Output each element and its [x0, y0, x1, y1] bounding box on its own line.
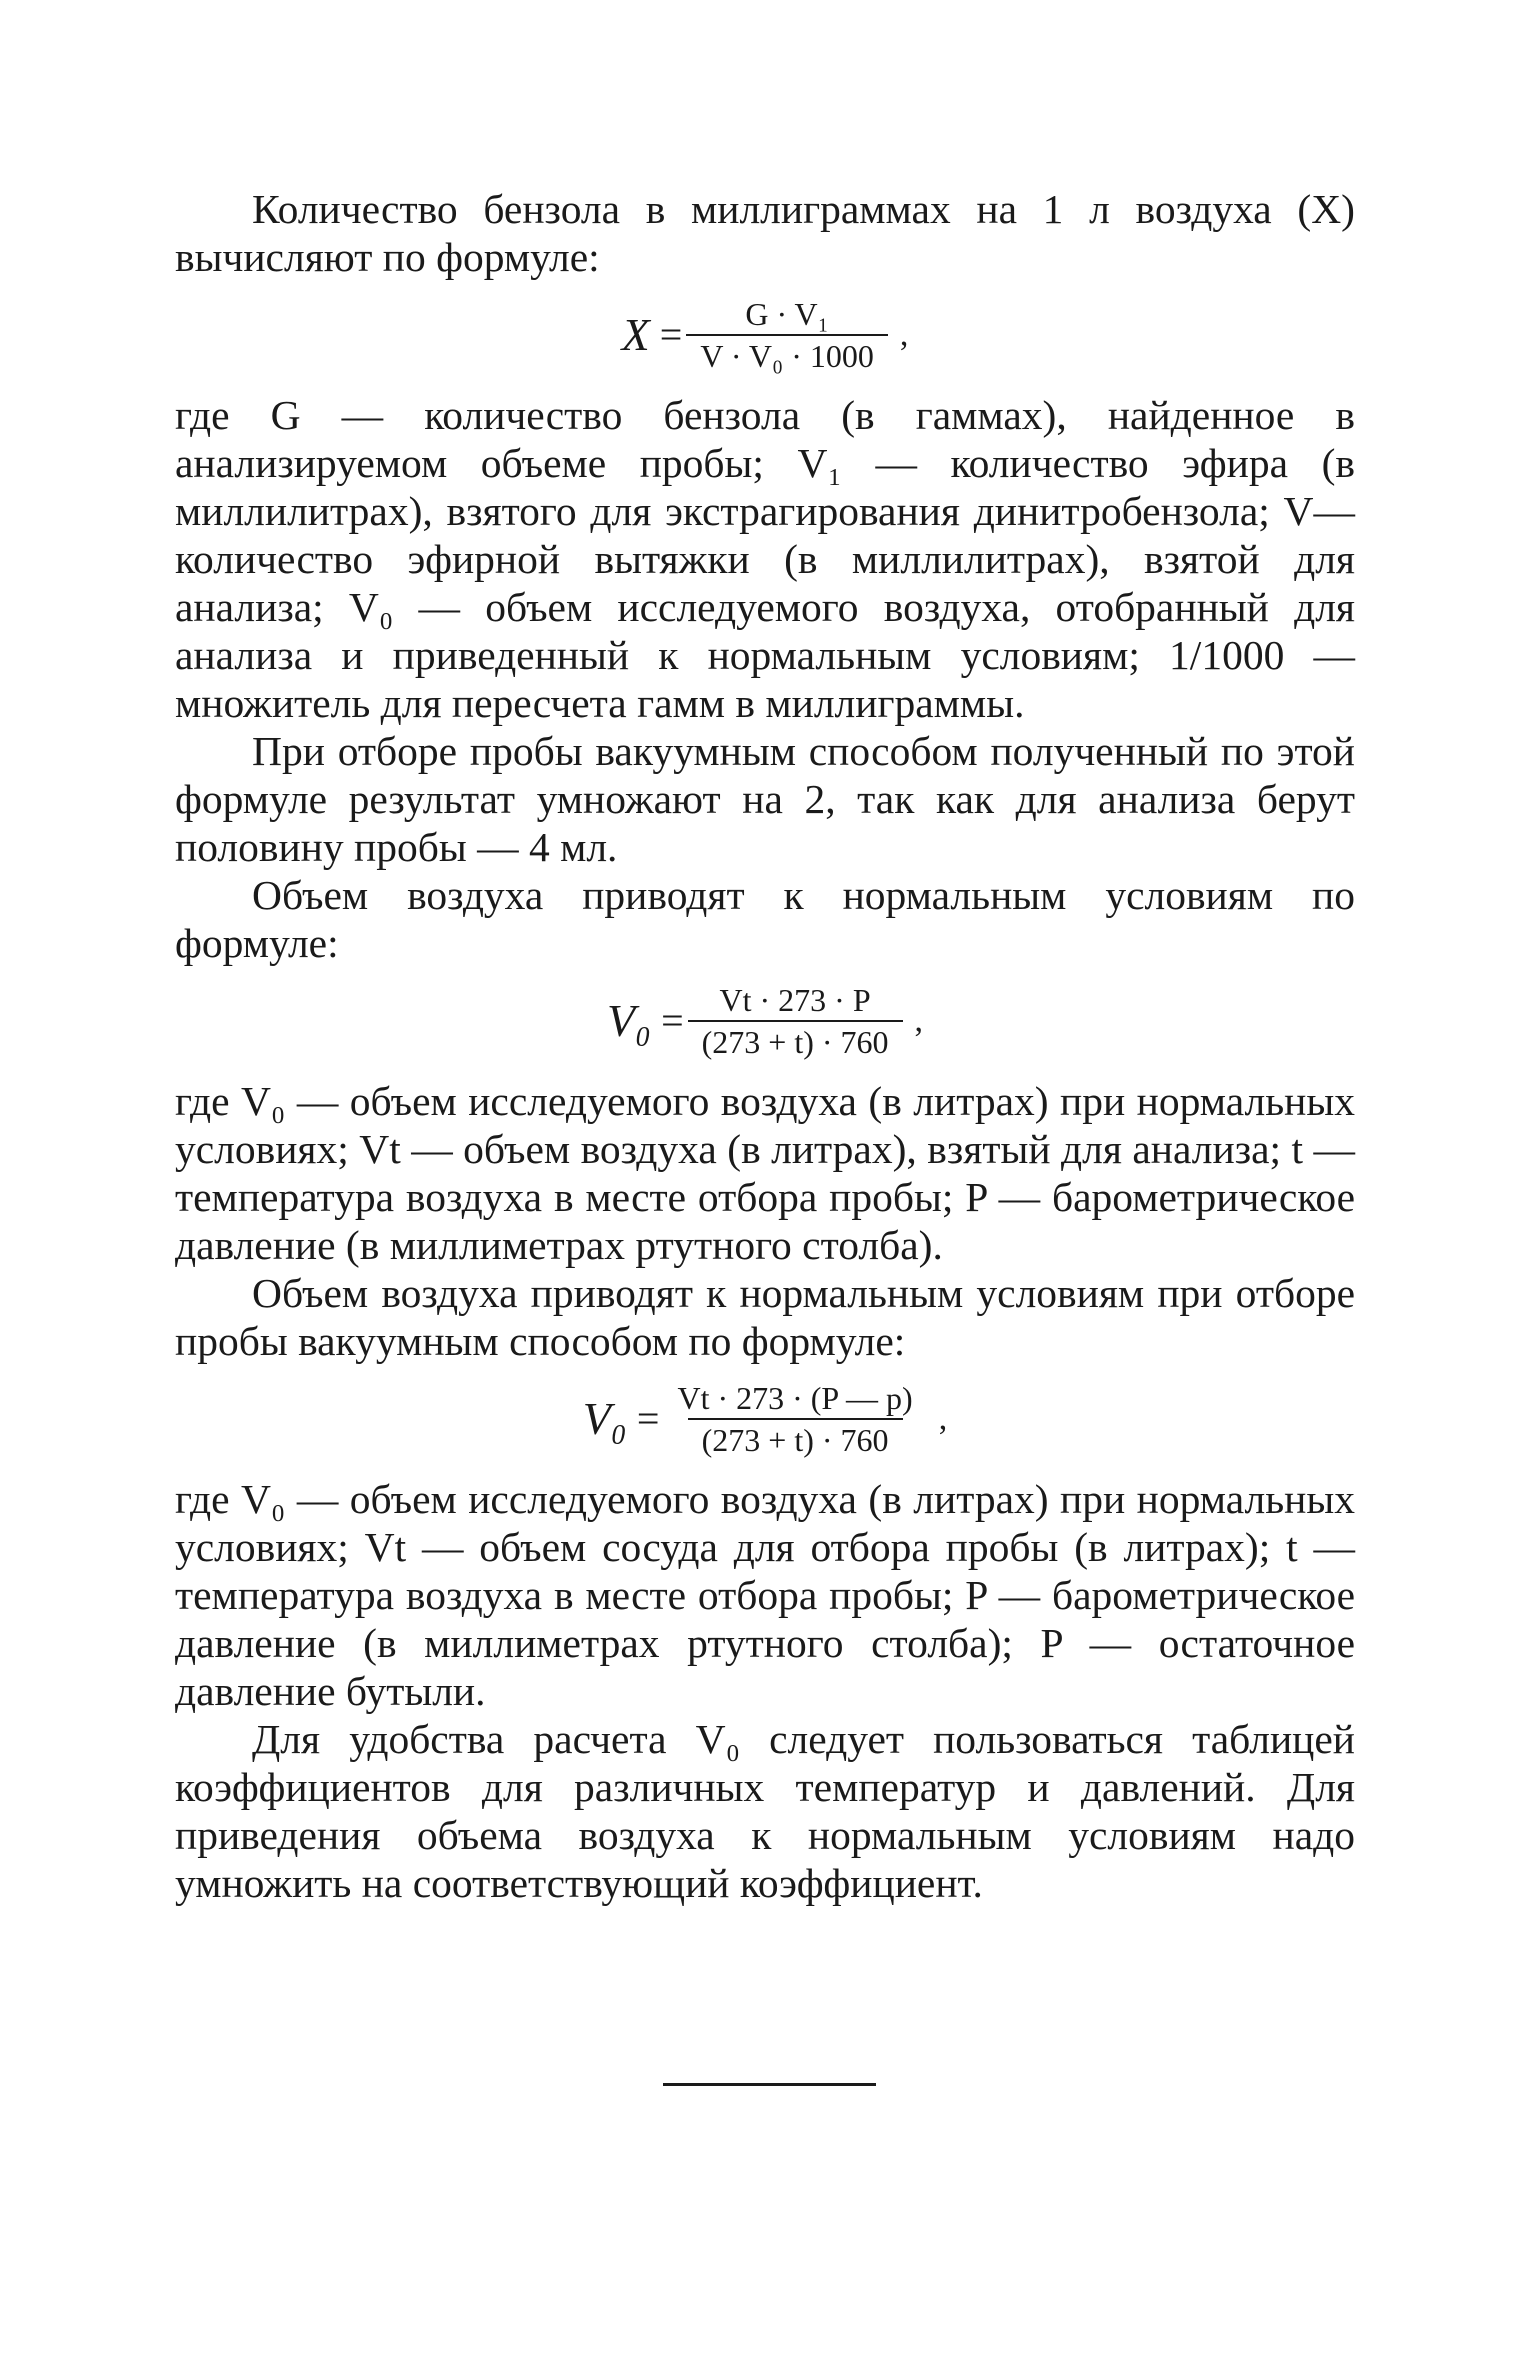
- formula-numerator: G · V₁: [745, 296, 829, 332]
- paragraph-definitions-3: где V₀ — объем исследуемого воздуха (в литрах) при нормальных условиях; Vt — объем сосуда для отбора пробы (в литрах); t — температура воздуха в месте отбора пробы; P — барометрическое давление (в миллиметрах ртутного столба); P — остаточное давление бутыли.: [175, 1476, 1355, 1714]
- formula-fraction: [663, 1378, 926, 1460]
- formula-lhs: X: [621, 309, 650, 360]
- formula-fraction: [688, 980, 903, 1062]
- formula-comma: ,: [914, 1002, 924, 1039]
- formula-comma: ,: [899, 316, 909, 353]
- paragraph-normal-conditions: Объем воздуха приводят к нормальным условиям по формуле:: [175, 872, 1355, 966]
- formula-lhs: V₀: [582, 1393, 627, 1444]
- paragraph-vacuum-normal: Объем воздуха приводят к нормальным условиям при отборе пробы вакуумным способом по формуле:: [175, 1270, 1355, 1364]
- paragraph-definitions-1: где G — количество бензола (в гаммах), найденное в анализируемом объеме пробы; V₁ — количество эфира (в миллилитрах), взятого для экстрагирования динитробензола; V—количество эфирной вытяжки (в миллилитрах), взятой для анализа; V₀ — объем исследуемого воздуха, отобранный для анализа и приведенный к нормальным условиям; 1/1000 — множитель для пересчета гамм в миллиграммы.: [175, 392, 1355, 726]
- formula-equals: =: [659, 312, 683, 357]
- formula-equals: =: [661, 998, 684, 1043]
- paragraph-vacuum: При отборе пробы вакуумным способом полученный по этой формуле результат умножают на 2, так как для анализа берут половину пробы — 4 мл.: [175, 728, 1355, 870]
- paragraph-intro: Количество бензола в миллиграммах на 1 л воздуха (X) вычисляют по формуле:: [175, 186, 1355, 280]
- page-text: [175, 185, 1355, 1907]
- paragraph-coefficients: Для удобства расчета V₀ следует пользоваться таблицей коэффициентов для различных температур и давлений. Для приведения объема воздуха к нормальным условиям надо умножить на соответствующий коэффициент.: [175, 1716, 1355, 1906]
- formula-equals: =: [636, 1396, 660, 1441]
- formula-denominator: (273 + t) · 760: [688, 1418, 903, 1460]
- formula-numerator: Vt · 273 · P: [719, 982, 871, 1018]
- formula-denominator: (273 + t) · 760: [688, 1020, 903, 1062]
- formula-fraction: [686, 294, 888, 376]
- section-end-rule: [663, 2083, 876, 2086]
- paragraph-definitions-2: где V₀ — объем исследуемого воздуха (в литрах) при нормальных условиях; Vt — объем воздуха (в литрах), взятый для анализа; t — температура воздуха в месте отбора пробы; P — барометрическое давление (в миллиметрах ртутного столба).: [175, 1078, 1355, 1268]
- formula-volume-vacuum: [175, 1367, 1355, 1471]
- formula-lhs: V₀: [606, 995, 652, 1046]
- formula-benzene: [175, 283, 1355, 387]
- formula-comma: ,: [938, 1400, 948, 1437]
- formula-numerator: Vt · 273 · (P — p): [677, 1380, 913, 1416]
- formula-denominator: V · V₀ · 1000: [686, 334, 888, 376]
- formula-volume: [175, 969, 1355, 1073]
